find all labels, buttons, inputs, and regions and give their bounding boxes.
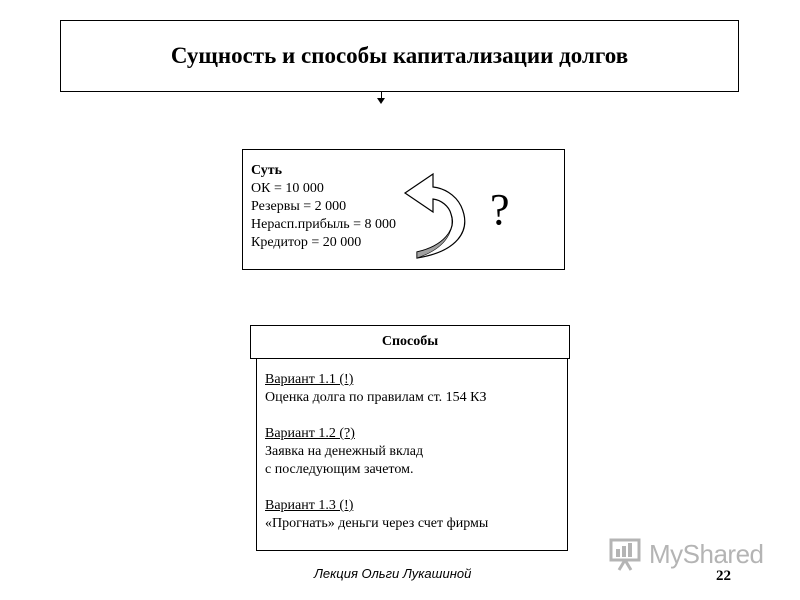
essence-box	[242, 149, 565, 270]
question-mark: ?	[490, 185, 510, 234]
methods-list	[265, 371, 488, 533]
essence-text	[251, 162, 396, 252]
watermark-text: MyShared	[649, 538, 764, 569]
watermark-logo	[609, 537, 764, 571]
essence-line: Резервы = 2 000	[251, 199, 347, 214]
essence-line: Кредитор = 20 000	[251, 235, 362, 250]
down-arrow-icon	[377, 98, 385, 104]
variant-line: Оценка долга по правилам ст. 154 КЗ	[265, 390, 487, 405]
footer-author: Лекция Ольги Лукашиной	[314, 566, 472, 581]
page-title: Сущность и способы капитализации долгов	[170, 43, 629, 68]
variant-line: Заявка на денежный вклад	[265, 444, 424, 459]
variant-title: Вариант 1.1 (!)	[265, 372, 354, 387]
essence-line: ОК = 10 000	[251, 181, 324, 196]
methods-header: Способы	[250, 325, 570, 359]
curved-arrow-icon	[403, 160, 473, 260]
essence-line: Нерасп.прибыль = 8 000	[251, 217, 397, 232]
variant-title: Вариант 1.2 (?)	[265, 426, 355, 441]
page-number: 22	[716, 568, 731, 584]
title-box	[60, 20, 739, 92]
essence-heading: Суть	[251, 163, 283, 178]
variant-title: Вариант 1.3 (!)	[265, 498, 354, 513]
variant-line: «Прогнать» деньги через счет фирмы	[265, 516, 489, 531]
spacer	[265, 479, 488, 497]
methods-box	[256, 358, 568, 551]
spacer	[265, 407, 488, 425]
presentation-board-icon	[609, 537, 645, 571]
variant-line: с последующим зачетом.	[265, 462, 414, 477]
